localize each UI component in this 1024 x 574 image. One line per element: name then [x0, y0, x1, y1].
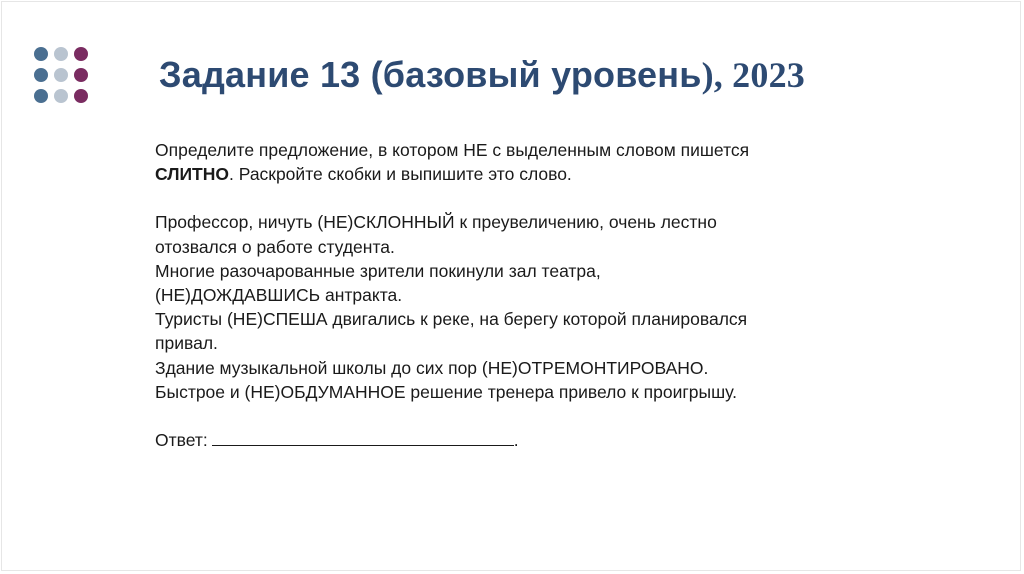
- decorative-dots: [34, 47, 88, 103]
- answer-end: .: [513, 430, 519, 451]
- task-body: [155, 138, 915, 452]
- title-paren: ): [701, 55, 714, 95]
- dot: [74, 47, 88, 61]
- dot: [74, 89, 88, 103]
- sentence-3-line-2: привал.: [155, 333, 218, 354]
- sentence-4: Здание музыкальной школы до сих пор (НЕ)ОТРЕМОНТИРОВАНО.: [155, 357, 709, 378]
- title-year: , 2023: [713, 55, 805, 95]
- answer-row: [155, 428, 915, 452]
- answer-blank[interactable]: [212, 429, 514, 446]
- instruction-line-1: Определите предложение, в котором НЕ с выделенным словом пишется: [155, 140, 750, 160]
- dot: [54, 68, 68, 82]
- sentence-2-line-2: (НЕ)ДОЖДАВШИСЬ антракта.: [155, 285, 403, 306]
- dot: [34, 89, 48, 103]
- dot: [74, 68, 88, 82]
- dot: [54, 47, 68, 61]
- instruction-rest: . Раскройте скобки и выпишите это слово.: [229, 164, 572, 185]
- sentence-3-line-1: Туристы (НЕ)СПЕША двигались к реке, на берегу которой планировался: [155, 309, 748, 330]
- title-text: Задание 13 (базовый уровень: [159, 54, 702, 95]
- sentence-2-line-1: Многие разочарованные зрители покинули зал театра,: [155, 260, 601, 281]
- dot: [34, 47, 48, 61]
- slide-title: [159, 54, 805, 96]
- answer-label: Ответ:: [155, 430, 208, 451]
- sentence-1-line-1: Профессор, ничуть (НЕ)СКЛОННЫЙ к преувеличению, очень лестно: [155, 212, 717, 233]
- dot: [34, 68, 48, 82]
- dot: [54, 89, 68, 103]
- sentence-5: Быстрое и (НЕ)ОБДУМАННОЕ решение тренера привело к проигрышу.: [155, 381, 737, 402]
- instruction-bold: СЛИТНО: [155, 164, 229, 185]
- instruction-line-2: [155, 162, 915, 186]
- sentence-1-line-2: отозвался о работе студента.: [155, 236, 395, 257]
